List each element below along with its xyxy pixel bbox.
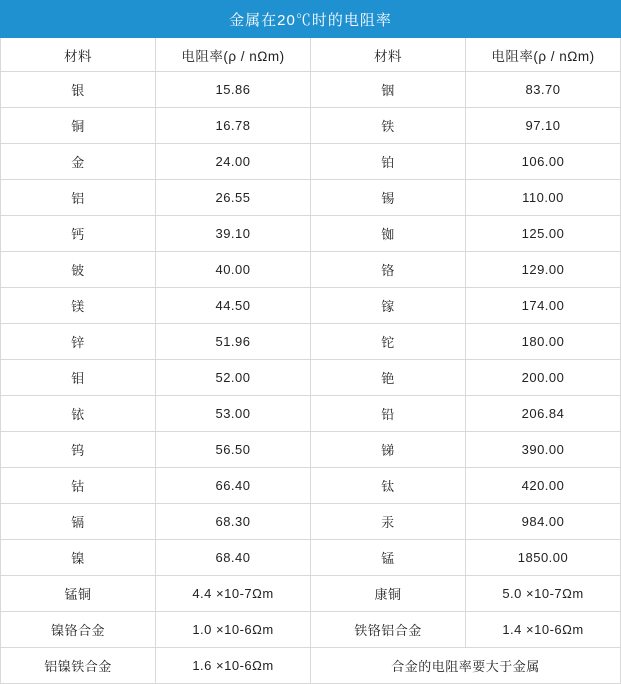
cell-value-left: 66.40 — [156, 468, 311, 504]
cell-material-right: 铯 — [311, 360, 466, 396]
cell-material-right: 汞 — [311, 504, 466, 540]
cell-material-right: 铁 — [311, 108, 466, 144]
table-row — [1, 216, 621, 252]
cell-value-right: 206.84 — [466, 396, 621, 432]
cell-value-left: 16.78 — [156, 108, 311, 144]
cell-material-right: 铬 — [311, 252, 466, 288]
cell-value-right: 5.0 ×10-7Ωm — [466, 576, 621, 612]
header-resistivity-left: 电阻率(ρ / nΩm) — [156, 38, 311, 72]
cell-material-left: 钨 — [1, 432, 156, 468]
cell-value-right: 1850.00 — [466, 540, 621, 576]
header-material-left: 材料 — [1, 38, 156, 72]
cell-value-right: 97.10 — [466, 108, 621, 144]
cell-material-right: 铁铬铝合金 — [311, 612, 466, 648]
cell-value-left: 44.50 — [156, 288, 311, 324]
cell-material-right: 康铜 — [311, 576, 466, 612]
cell-value-left: 15.86 — [156, 72, 311, 108]
table-row — [1, 360, 621, 396]
cell-value-right: 129.00 — [466, 252, 621, 288]
cell-material-left: 铜 — [1, 108, 156, 144]
table-row — [1, 324, 621, 360]
cell-material-right: 铅 — [311, 396, 466, 432]
cell-value-left: 53.00 — [156, 396, 311, 432]
header-material-right: 材料 — [311, 38, 466, 72]
cell-value-right: 110.00 — [466, 180, 621, 216]
table-row — [1, 432, 621, 468]
table-row — [1, 144, 621, 180]
cell-value-right: 106.00 — [466, 144, 621, 180]
cell-material-left: 镍 — [1, 540, 156, 576]
cell-value-right: 420.00 — [466, 468, 621, 504]
cell-value-right: 174.00 — [466, 288, 621, 324]
table-row — [1, 72, 621, 108]
cell-value-right: 200.00 — [466, 360, 621, 396]
cell-value-right: 1.4 ×10-6Ωm — [466, 612, 621, 648]
cell-material-left: 铍 — [1, 252, 156, 288]
table-row — [1, 180, 621, 216]
cell-value-left: 26.55 — [156, 180, 311, 216]
table-header-row — [1, 38, 621, 72]
header-resistivity-right: 电阻率(ρ / nΩm) — [466, 38, 621, 72]
table-title-row — [1, 1, 621, 38]
cell-value-left: 24.00 — [156, 144, 311, 180]
cell-value-right: 125.00 — [466, 216, 621, 252]
cell-material-left: 钼 — [1, 360, 156, 396]
cell-material-left: 镍铬合金 — [1, 612, 156, 648]
table-row — [1, 612, 621, 648]
cell-value-left: 39.10 — [156, 216, 311, 252]
table-row — [1, 288, 621, 324]
cell-material-left: 金 — [1, 144, 156, 180]
cell-material-right: 铟 — [311, 72, 466, 108]
cell-value-left: 56.50 — [156, 432, 311, 468]
cell-material-left: 铝 — [1, 180, 156, 216]
cell-material-left: 银 — [1, 72, 156, 108]
cell-value-left: 68.30 — [156, 504, 311, 540]
table-body — [1, 1, 621, 684]
table-row — [1, 540, 621, 576]
cell-value-left: 52.00 — [156, 360, 311, 396]
cell-material-left: 钴 — [1, 468, 156, 504]
cell-material-right: 锑 — [311, 432, 466, 468]
table-title: 金属在20℃时的电阻率 — [1, 1, 621, 38]
table-row — [1, 252, 621, 288]
cell-material-left: 钙 — [1, 216, 156, 252]
cell-material-right: 铷 — [311, 216, 466, 252]
cell-value-right: 180.00 — [466, 324, 621, 360]
cell-material-right: 锰 — [311, 540, 466, 576]
cell-value-left: 4.4 ×10-7Ωm — [156, 576, 311, 612]
cell-material-right: 铊 — [311, 324, 466, 360]
cell-material-left: 铱 — [1, 396, 156, 432]
cell-material-left: 锌 — [1, 324, 156, 360]
table-row — [1, 396, 621, 432]
cell-value-left: 1.0 ×10-6Ωm — [156, 612, 311, 648]
cell-material-right: 铂 — [311, 144, 466, 180]
cell-material-left: 铝镍铁合金 — [1, 648, 156, 684]
cell-value-right: 390.00 — [466, 432, 621, 468]
cell-value-left: 1.6 ×10-6Ωm — [156, 648, 311, 684]
table-row — [1, 108, 621, 144]
cell-material-left: 镉 — [1, 504, 156, 540]
cell-material-right: 锡 — [311, 180, 466, 216]
cell-material-left: 镁 — [1, 288, 156, 324]
cell-value-right: 984.00 — [466, 504, 621, 540]
cell-material-right: 镓 — [311, 288, 466, 324]
table-row-last — [1, 648, 621, 684]
cell-value-left: 51.96 — [156, 324, 311, 360]
table-row — [1, 504, 621, 540]
cell-material-right: 钛 — [311, 468, 466, 504]
cell-value-right: 83.70 — [466, 72, 621, 108]
cell-note: 合金的电阻率要大于金属 — [311, 648, 621, 684]
cell-value-left: 68.40 — [156, 540, 311, 576]
table-row — [1, 468, 621, 504]
cell-value-left: 40.00 — [156, 252, 311, 288]
cell-material-left: 锰铜 — [1, 576, 156, 612]
